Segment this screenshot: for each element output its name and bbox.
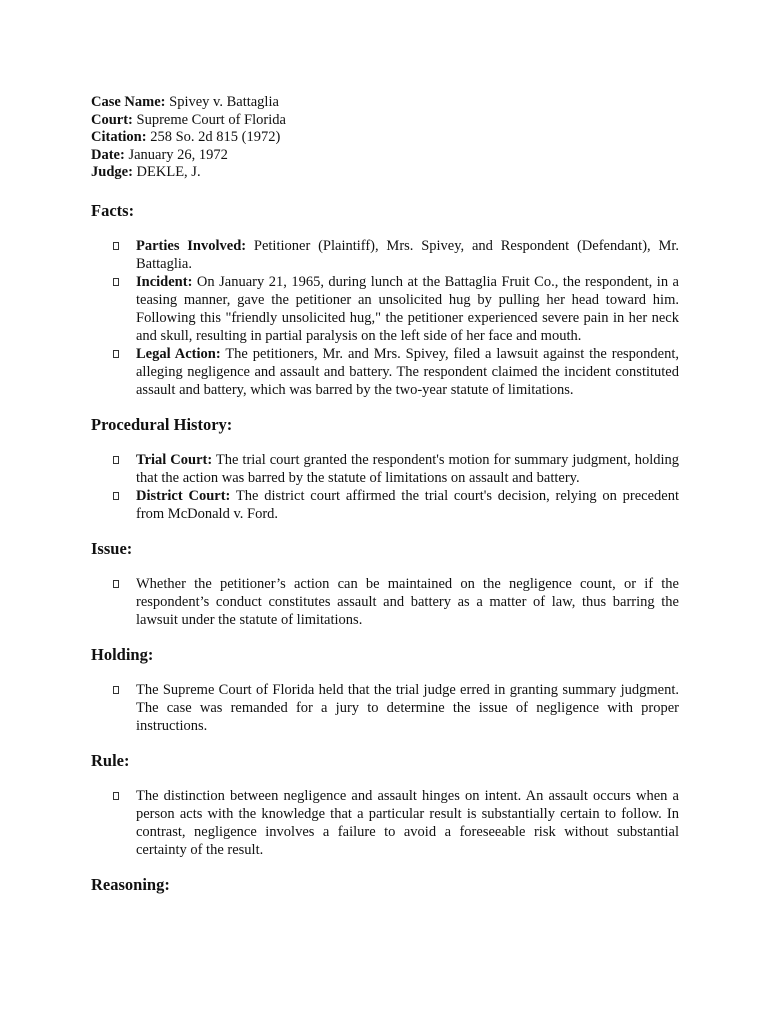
- citation-row: [91, 129, 679, 147]
- date-value: January 26, 1972: [128, 146, 228, 163]
- item-text: Whether the petitioner’s action can be maintained on the negligence count, or if the respondent’s conduct constitutes assault and battery as a matter of law, thus barring the lawsuit under the statute of limitations.: [136, 575, 679, 628]
- judge-value: DEKLE, J.: [136, 164, 201, 180]
- list-item: [91, 487, 679, 523]
- bullet-icon: [113, 686, 119, 694]
- issue-list: [91, 575, 679, 629]
- item-text: The distinction between negligence and assault hinges on intent. An assault occurs when a person acts with the knowledge that a particular result is substantially certain to follow. In contrast, negligence involves a failure to avoid a foreseeable risk without substantial certainty of the result.: [136, 787, 679, 858]
- bullet-icon: [113, 278, 119, 286]
- date-row: [91, 147, 679, 165]
- item-lead: Incident:: [136, 273, 193, 290]
- item-text: The Supreme Court of Florida held that the trial judge erred in granting summary judgment. The case was remanded for a jury to determine the issue of negligence with proper instructions.: [136, 681, 679, 734]
- holding-heading: Holding:: [91, 644, 154, 664]
- rule-list: [91, 787, 679, 859]
- item-text: The trial court granted the respondent's motion for summary judgment, holding that the action was barred by the statute of limitations on assault and battery.: [136, 451, 679, 486]
- list-item: [91, 237, 679, 273]
- list-item: [91, 681, 679, 735]
- bullet-icon: [113, 242, 119, 250]
- list-item: [91, 451, 679, 487]
- rule-heading: Rule:: [91, 750, 130, 770]
- holding-list: [91, 681, 679, 735]
- citation-value: 258 So. 2d 815 (1972): [150, 129, 281, 145]
- court-row: [91, 112, 679, 130]
- date-label: Date:: [91, 146, 125, 163]
- facts-list: [91, 237, 679, 399]
- item-lead: Legal Action:: [136, 345, 221, 362]
- bullet-icon: [113, 350, 119, 358]
- bullet-icon: [113, 792, 119, 800]
- case-brief-page: [91, 94, 679, 895]
- court-label: Court:: [91, 111, 133, 128]
- case-name-value: Spivey v. Battaglia: [169, 94, 279, 110]
- bullet-icon: [113, 456, 119, 464]
- procedural-history-heading: Procedural History:: [91, 414, 233, 434]
- bullet-icon: [113, 580, 119, 588]
- facts-heading: Facts:: [91, 200, 135, 220]
- list-item: [91, 345, 679, 399]
- court-value: Supreme Court of Florida: [136, 111, 286, 128]
- procedural-history-list: [91, 451, 679, 523]
- judge-label: Judge:: [91, 164, 133, 180]
- item-text: On January 21, 1965, during lunch at the Battaglia Fruit Co., the respondent, in a teasing manner, gave the petitioner an unsolicited hug by pulling her head toward him. Following this "friendly unsolicited hug," the petitioner experienced severe pain in her neck and skull, resulting in partial paralysis on the left side of her face and mouth.: [136, 273, 679, 344]
- item-lead: District Court:: [136, 487, 231, 504]
- case-info-block: [91, 94, 679, 182]
- item-text: Petitioner (Plaintiff), Mrs. Spivey, and Respondent (Defendant), Mr. Battaglia.: [136, 237, 679, 272]
- list-item: [91, 575, 679, 629]
- case-name-row: [91, 94, 679, 112]
- issue-heading: Issue:: [91, 538, 133, 558]
- case-name-label: Case Name:: [91, 94, 166, 110]
- item-lead: Parties Involved:: [136, 237, 247, 254]
- reasoning-heading: Reasoning:: [91, 874, 170, 894]
- bullet-icon: [113, 492, 119, 500]
- list-item: [91, 787, 679, 859]
- item-lead: Trial Court:: [136, 451, 213, 468]
- citation-label: Citation:: [91, 129, 147, 145]
- judge-row: [91, 164, 679, 182]
- list-item: [91, 273, 679, 345]
- item-text: The petitioners, Mr. and Mrs. Spivey, filed a lawsuit against the respondent, alleging negligence and assault and battery. The respondent claimed the incident constituted assault and battery, which was barred by the two-year statute of limitations.: [136, 345, 680, 398]
- item-text: The district court affirmed the trial court's decision, relying on precedent from McDonald v. Ford.: [136, 487, 679, 522]
